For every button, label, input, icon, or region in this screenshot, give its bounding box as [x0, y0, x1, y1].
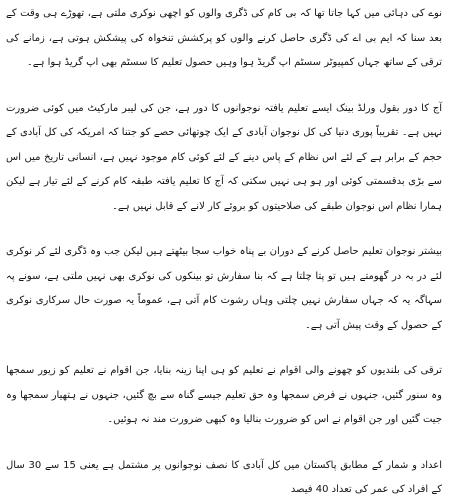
paragraph-1: نوے کی دہائی میں کہا جاتا تھا کہ بی کام کی ڈگری والوں کو اچھی نوکری ملتی ہے، تھوڑے ہی وقت کے بعد سنا کہ ایم بی اے کی ڈگری حاصل کرنے والوں کو پرکشش تنخواہ کی پیشکش ہوتی ہے، زمانے کی ترقی کے ساتھ جہاں کمپیوٹر سسٹم اپ گریڈ ہوا وہیں حصول تعلیم کا سسٹم بھی اپ گریڈ ہوا ہے۔	[6, 8, 442, 68]
paragraph-2: آج کا دور بقول ورلڈ بینک ایسے تعلیم یافتہ نوجوانوں کا دور ہے، جن کی لیبر مارکیٹ میں کوئی ضرورت نہیں ہے۔ تقریباً پوری دنیا کی کل نوجوان آبادی کے ایک چوتھائی حصے کو جتنا کہ امریکہ کی کل آبادی کے حجم کے برابر ہے کے لئے اس نظام کے پاس دینے کے لئے کوئی کام موجود نہیں ہے، انسانی تاریخ میں اس سے بڑی بدقسمتی کوئی اور ہو ہی نہیں سکتی کہ آج کا تعلیم یافتہ طبقہ کام کرنے کے لئے تیار ہے لیکن ہمارا نظام اس نوجوان طبقے کی صلاحیتوں کو بروئے کار لانے کے قابل نہیں ہے۔	[6, 102, 442, 212]
paragraph-3: بیشتر نوجوان تعلیم حاصل کرنے کے دوران بے پناہ خواب سجا بیٹھتے ہیں لیکن جب وہ ڈگری لئے کر نوکری لئے در بہ در گھومتے ہیں تو پتا چلتا ہے کہ بنا سفارش تو بینکوں کی نوکری بھی نہیں ملتی ہے، سونے پہ سہاگہ یہ کہ جہاں سفارش نہیں چلتی وہاں رشوت کام آتی ہے، عموماً یہ صورت حال سرکاری نوکری کے حصول کے وقت پیش آتی ہے۔	[6, 246, 442, 331]
paragraph-4: ترقی کی بلندیوں کو چھونے والی اقوام نے تعلیم کو ہی اپنا زینہ بنایا، جن اقوام نے تعلیم کو زیور سمجھا وہ سنور گئیں، جنہوں نے فرض سمجھا وہ حق تعلیم جیسے گناہ سے بچ گئیں، جنہوں نے ہتھیار سمجھا وہ جیت گئیں اور جن اقوام نے اس کو ضرورت بنالیا وہ کبھی ضرورت مند نہ ہوئیں۔	[6, 365, 442, 425]
paragraph-5: اعداد و شمار کے مطابق پاکستان میں کل آبادی کا نصف نوجوانوں پر مشتمل ہے یعنی 15 سے 30 سال کے افراد کی عمر کی تعداد 40 فیصد	[6, 459, 442, 495]
